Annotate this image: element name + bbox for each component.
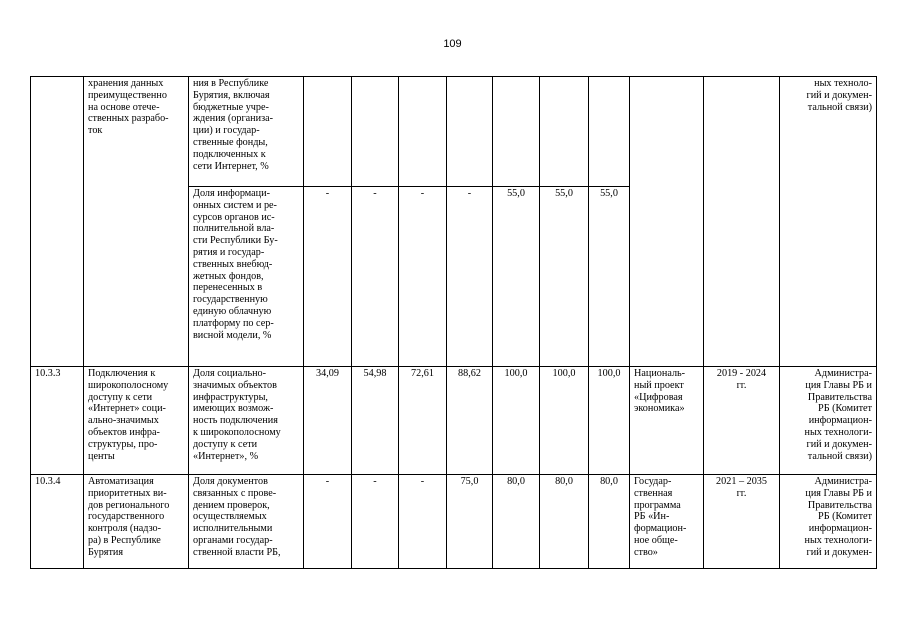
value-cell [589, 77, 630, 187]
program-cell [630, 77, 704, 367]
value-cell: 80,0 [493, 475, 540, 569]
responsible-cell: ных техноло- гий и докумен- тальной связи) [780, 77, 877, 367]
value-cell: - [399, 187, 447, 367]
value-cell: - [352, 187, 399, 367]
value-cell: - [304, 187, 352, 367]
indicators-table [30, 76, 877, 569]
indicator-cell: Доля информаци- онных систем и ре- сурсов органов ис- полнительной вла- сти Республики Бу- рятия и государ- ственных внебюд- жетных фондов, перенесенных в государственную единую облачную платформу по сер- висной модели, % [189, 187, 304, 367]
value-cell: 100,0 [589, 367, 630, 475]
responsible-cell: Администра- ция Главы РБ и Правительства РБ (Комитет информацион- ных технологи- гий и докумен- [780, 475, 877, 569]
code-cell: 10.3.3 [31, 367, 84, 475]
period-cell [704, 77, 780, 367]
table-row [31, 475, 877, 569]
value-cell [447, 77, 493, 187]
value-cell: 55,0 [540, 187, 589, 367]
responsible-cell: Администра- ция Главы РБ и Правительства РБ (Комитет информацион- ных технологи- гий и докумен- тальной связи) [780, 367, 877, 475]
code-cell: 10.3.4 [31, 475, 84, 569]
value-cell [540, 77, 589, 187]
value-cell: 88,62 [447, 367, 493, 475]
value-cell: 55,0 [493, 187, 540, 367]
value-cell: - [447, 187, 493, 367]
value-cell: - [304, 475, 352, 569]
measure-cell: Подключения к широкополосному доступу к сети «Интернет» соци- ально-значимых объектов инфра- структуры, про- центы [84, 367, 189, 475]
period-cell: 2021 – 2035 гг. [704, 475, 780, 569]
value-cell [399, 77, 447, 187]
indicator-cell: Доля социально- значимых объектов инфраструктуры, имеющих возмож- ность подключения к широкополосному доступу к сети «Интернет», % [189, 367, 304, 475]
measure-cell: хранения данных преимущественно на основе отече- ственных разрабо- ток [84, 77, 189, 367]
value-cell: 72,61 [399, 367, 447, 475]
value-cell: 55,0 [589, 187, 630, 367]
program-cell: Националь- ный проект «Цифровая экономика» [630, 367, 704, 475]
value-cell: 80,0 [540, 475, 589, 569]
value-cell: 75,0 [447, 475, 493, 569]
value-cell [304, 77, 352, 187]
value-cell: 100,0 [540, 367, 589, 475]
value-cell: 34,09 [304, 367, 352, 475]
indicator-cell: Доля документов связанных с прове- дением проверок, осуществляемых исполнительными органами государ- ственной власти РБ, [189, 475, 304, 569]
value-cell: - [352, 475, 399, 569]
table-row [31, 367, 877, 475]
program-cell: Государ- ственная программа РБ «Ин- формацион- ное обще- ство» [630, 475, 704, 569]
value-cell: 54,98 [352, 367, 399, 475]
value-cell [493, 77, 540, 187]
value-cell: 80,0 [589, 475, 630, 569]
page-number: 109 [443, 38, 462, 50]
period-cell: 2019 - 2024 гг. [704, 367, 780, 475]
value-cell: 100,0 [493, 367, 540, 475]
value-cell: - [399, 475, 447, 569]
value-cell [352, 77, 399, 187]
measure-cell: Автоматизация приоритетных ви- дов регионального государственного контроля (надзо- ра) в Республике Бурятия [84, 475, 189, 569]
code-cell [31, 77, 84, 367]
indicator-cell: ния в Республике Бурятия, включая бюджетные учре- ждения (организа- ции) и государ- ственные фонды, подключенных к сети Интернет, % [189, 77, 304, 187]
table-row [31, 77, 877, 187]
